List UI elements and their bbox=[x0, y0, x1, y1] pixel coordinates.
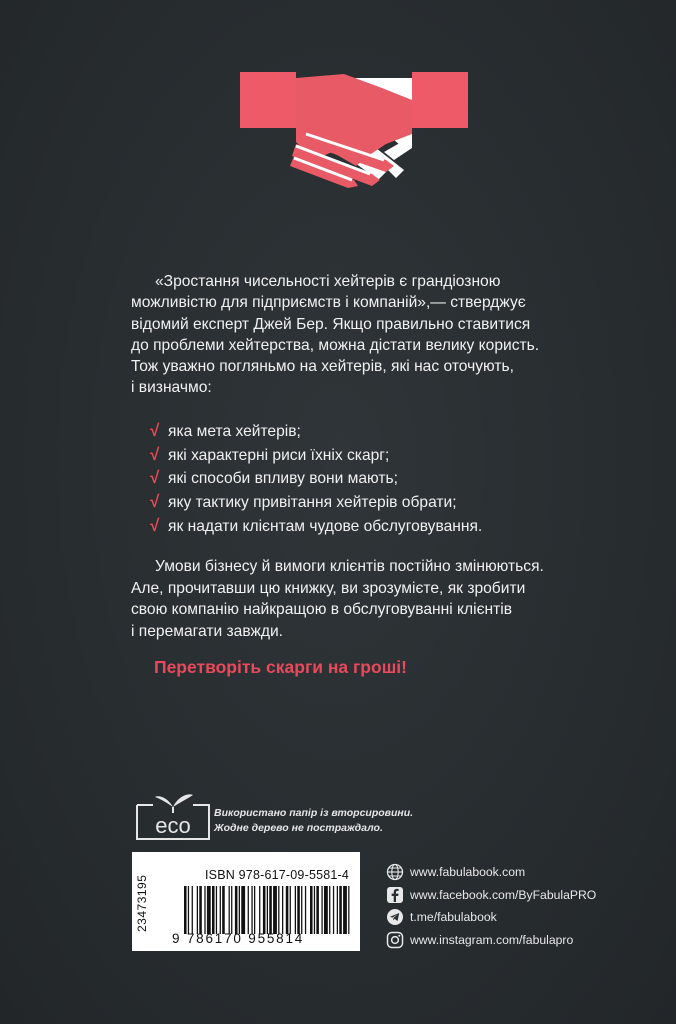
contact-item[interactable] bbox=[386, 861, 596, 884]
barcode-bar bbox=[295, 886, 296, 934]
contact-link[interactable]: www.instagram.com/fabulapro bbox=[410, 932, 574, 947]
list-item-text: які характерні риси їхніх скарг; bbox=[168, 446, 390, 464]
barcode-bar bbox=[192, 886, 193, 934]
barcode-bar bbox=[286, 886, 289, 934]
contact-item[interactable] bbox=[386, 884, 596, 907]
barcode-bar bbox=[184, 886, 187, 934]
barcode-bar bbox=[259, 886, 260, 934]
barcode-bar bbox=[263, 886, 266, 934]
isbn-barcode bbox=[132, 852, 360, 951]
isbn-text: ISBN 978-617-09-5581-4 bbox=[205, 868, 350, 882]
side-code: 23473195 bbox=[135, 874, 149, 932]
barcode-bar bbox=[248, 886, 249, 934]
eco-badge-text: eco bbox=[155, 813, 191, 838]
outro-line: Умови бізнесу й вимоги клієнтів постійно змінюються. bbox=[155, 558, 544, 575]
barcode-bar bbox=[235, 886, 238, 934]
contact-item[interactable] bbox=[386, 929, 596, 952]
barcode-bar bbox=[278, 886, 279, 934]
barcode-bar bbox=[254, 886, 255, 934]
barcode-bar bbox=[316, 886, 319, 934]
barcode-digits: 9 786170 955814 bbox=[172, 931, 305, 946]
barcode-bar bbox=[229, 886, 230, 934]
slogan: Перетворіть скарги на гроші! bbox=[154, 657, 407, 677]
barcode-bar bbox=[216, 886, 217, 934]
barcode-bar bbox=[241, 886, 245, 934]
barcode-bar bbox=[297, 886, 300, 934]
contact-link[interactable]: t.me/fabulabook bbox=[410, 910, 497, 925]
intro-line: до проблеми хейтерства, можна дістати велику користь. bbox=[131, 336, 540, 354]
barcode-bar bbox=[239, 886, 240, 934]
contact-item[interactable] bbox=[386, 906, 596, 929]
intro-line: можливістю для підприємств і компаній»,— стверджує bbox=[131, 294, 526, 312]
outro-line: Але, прочитавши цю книжку, ви зрозумієте, як зробити bbox=[131, 579, 526, 597]
eco-note-line: Жодне дерево не постраждало. bbox=[214, 821, 383, 834]
barcode-bar bbox=[339, 886, 342, 934]
outro-paragraph bbox=[131, 556, 591, 642]
intro-line: і визначмо: bbox=[131, 379, 212, 397]
list-item bbox=[150, 491, 580, 515]
list-item-text: як надати клієнтам чудове обслуговування. bbox=[168, 517, 483, 535]
contact-link[interactable]: www.facebook.com/ByFabulaPRO bbox=[410, 887, 597, 902]
barcode-bar bbox=[321, 886, 322, 934]
barcode-bar bbox=[290, 886, 291, 934]
barcode-bar bbox=[343, 886, 347, 934]
contacts-list bbox=[386, 861, 596, 951]
checklist bbox=[150, 420, 580, 538]
intro-line: Тож уважно погляньмо на хейтерів, які нас оточують, bbox=[131, 358, 514, 376]
list-item-text: яку тактику привітання хейтерів обрати; bbox=[168, 494, 457, 512]
eco-badge-icon bbox=[133, 791, 213, 843]
barcode-bar bbox=[301, 886, 302, 934]
check-icon: √ bbox=[150, 468, 160, 488]
barcode-bar bbox=[251, 886, 252, 934]
intro-line: «Зростання чисельності хейтерів є грандіозною bbox=[155, 273, 501, 290]
barcode-bar bbox=[329, 886, 330, 934]
barcode-bar bbox=[282, 886, 283, 934]
barcode-bar bbox=[188, 886, 189, 934]
barcode-bar bbox=[324, 886, 328, 934]
check-icon: √ bbox=[150, 492, 160, 512]
barcode-bar bbox=[333, 886, 334, 934]
barcode-bar bbox=[348, 886, 349, 934]
barcode-bar bbox=[212, 886, 215, 934]
barcode-bar bbox=[197, 886, 198, 934]
outro-line: і перемагати завжди. bbox=[131, 622, 284, 640]
list-item bbox=[150, 420, 580, 444]
contact-link[interactable]: www.fabulabook.com bbox=[410, 865, 526, 880]
barcode-bar bbox=[199, 886, 202, 934]
barcode-bar bbox=[273, 886, 277, 934]
eco-note-line: Використано папір із вторсировини. bbox=[214, 807, 414, 819]
globe-icon bbox=[386, 863, 404, 881]
list-item-text: які способи впливу вони мають; bbox=[168, 470, 398, 488]
barcode-bar bbox=[204, 886, 205, 934]
handshake-logo bbox=[236, 48, 472, 188]
barcode-bars bbox=[184, 886, 352, 934]
barcode-bar bbox=[305, 886, 306, 934]
telegram-icon bbox=[386, 908, 404, 926]
list-item bbox=[150, 515, 580, 539]
list-item bbox=[150, 467, 580, 491]
intro-paragraph bbox=[131, 271, 581, 399]
intro-line: відомий експерт Джей Бер. Якщо правильно ставитися bbox=[131, 315, 531, 333]
outro-line: свою компанію найкращою в обслуговуванні клієнтів bbox=[131, 601, 513, 619]
list-item bbox=[150, 444, 580, 468]
instagram-icon bbox=[386, 931, 404, 949]
barcode-bar bbox=[231, 886, 232, 934]
barcode-bar bbox=[267, 886, 268, 934]
barcode-bar bbox=[222, 886, 225, 934]
barcode-bar bbox=[337, 886, 338, 934]
barcode-bar bbox=[207, 886, 211, 934]
barcode-bar bbox=[269, 886, 272, 934]
facebook-icon bbox=[386, 886, 404, 904]
barcode-bar bbox=[314, 886, 315, 934]
check-icon: √ bbox=[150, 421, 160, 440]
barcode-bar bbox=[310, 886, 313, 934]
eco-note bbox=[214, 806, 413, 835]
barcode-bar bbox=[220, 886, 221, 934]
check-icon: √ bbox=[150, 444, 160, 464]
check-icon: √ bbox=[150, 515, 160, 535]
list-item-text: яка мета хейтерів; bbox=[168, 423, 301, 440]
